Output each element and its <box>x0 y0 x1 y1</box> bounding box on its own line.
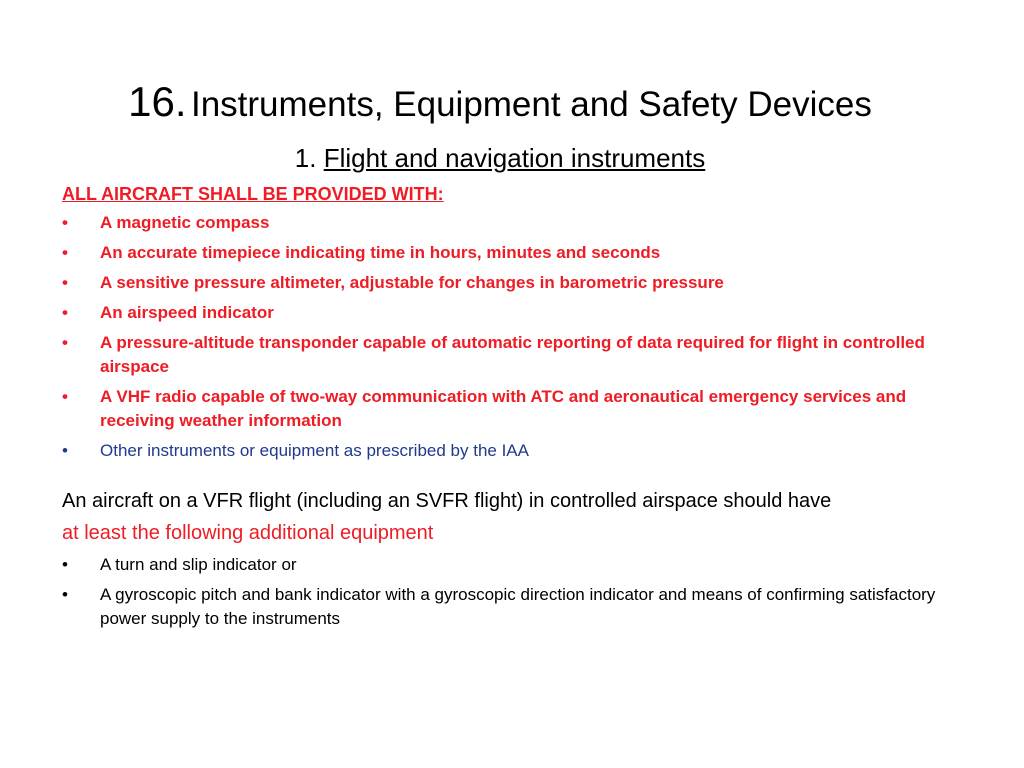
vfr-paragraph <box>62 485 962 549</box>
vfr-paragraph-line1: An aircraft on a VFR flight (including an SVFR flight) in controlled airspace should have <box>62 490 832 512</box>
list-item <box>62 439 962 463</box>
list-item <box>62 553 962 577</box>
list-item-text: A gyroscopic pitch and bank indicator with a gyroscopic direction indicator and means of confirming satisfactory power supply to the instruments <box>100 585 936 628</box>
vfr-paragraph-line2: at least the following additional equipment <box>62 522 434 544</box>
slide-subtitle <box>0 143 1000 174</box>
section-heading: ALL AIRCRAFT SHALL BE PROVIDED WITH: <box>62 184 444 204</box>
bullet-icon: • <box>62 441 68 460</box>
bullet-icon: • <box>62 333 68 352</box>
bullet-icon: • <box>62 303 68 322</box>
bullet-icon: • <box>62 243 68 262</box>
list-item-text: A sensitive pressure altimeter, adjustable for changes in barometric pressure <box>100 273 724 292</box>
bullet-icon: • <box>62 213 68 232</box>
required-equipment-list <box>62 211 962 463</box>
list-item <box>62 211 962 235</box>
list-item-text: A turn and slip indicator or <box>100 555 297 574</box>
list-item-text: A VHF radio capable of two-way communication with ATC and aeronautical emergency services and receiving weather information <box>100 387 907 430</box>
slide-title <box>0 78 1000 126</box>
subtitle-number: 1. <box>294 143 317 173</box>
list-item <box>62 331 962 379</box>
list-item-text: A magnetic compass <box>100 213 270 232</box>
list-item <box>62 583 962 631</box>
subtitle-text: Flight and navigation instruments <box>323 143 706 173</box>
additional-equipment-list <box>62 553 962 631</box>
list-item <box>62 385 962 433</box>
list-item-text: An airspeed indicator <box>100 303 274 322</box>
bullet-icon: • <box>62 555 68 574</box>
slide-content <box>62 184 962 637</box>
list-item <box>62 301 962 325</box>
list-item-text: An accurate timepiece indicating time in hours, minutes and seconds <box>100 243 661 262</box>
title-number: 16. <box>128 78 187 125</box>
bullet-icon: • <box>62 585 68 604</box>
list-item-text: A pressure-altitude transponder capable of automatic reporting of data required for flight in controlled airspace <box>100 333 925 376</box>
list-item <box>62 271 962 295</box>
bullet-icon: • <box>62 387 68 406</box>
list-item <box>62 241 962 265</box>
list-item-text: Other instruments or equipment as prescribed by the IAA <box>100 441 529 460</box>
bullet-icon: • <box>62 273 68 292</box>
title-text: Instruments, Equipment and Safety Devices <box>190 85 872 124</box>
